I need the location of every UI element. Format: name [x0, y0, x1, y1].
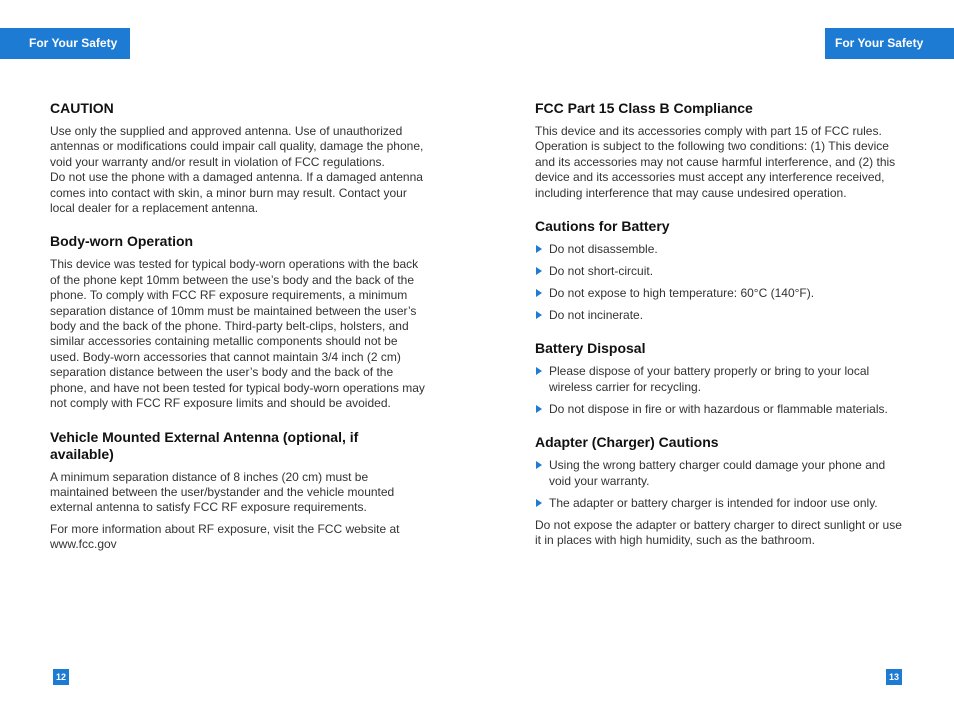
list-item-text: Using the wrong battery charger could damage your phone and void your warranty. — [549, 458, 886, 488]
list-item-text: Do not incinerate. — [549, 308, 644, 323]
caution-paragraph-2: Do not use the phone with a damaged antenna. If a damaged antenna comes into contact with skin, a minor burn may result. Contact your local dealer for a replacement antenna. — [50, 170, 423, 216]
bullet-arrow-icon — [536, 461, 542, 469]
section-tab-left: For Your Safety — [0, 28, 130, 59]
list-item-text: The adapter or battery charger is intended for indoor use only. — [549, 495, 878, 510]
list-item — [535, 458, 910, 489]
list-item — [535, 308, 910, 323]
list-item-text: Do not disassemble. — [549, 242, 658, 257]
vehicle-antenna-heading: Vehicle Mounted External Antenna (optional, if available) — [50, 428, 359, 462]
body-worn-heading: Body-worn Operation — [50, 233, 194, 250]
list-item — [535, 364, 910, 395]
list-item-text: Please dispose of your battery properly or bring to your local wireless carrier for recycling. — [549, 364, 870, 394]
rf-exposure-info-paragraph: For more information about RF exposure, visit the FCC website at www.fcc.gov — [50, 521, 400, 552]
adapter-cautions-heading: Adapter (Charger) Cautions — [535, 434, 719, 451]
vehicle-antenna-paragraph: A minimum separation distance of 8 inches (20 cm) must be maintained between the user/bystander and the vehicle mounted external antenna to satisfy FCC RF exposure requirements. — [50, 469, 395, 515]
bullet-arrow-icon — [536, 499, 542, 507]
battery-disposal-heading: Battery Disposal — [535, 340, 646, 357]
section-tab-right: For Your Safety — [825, 28, 954, 59]
caution-heading: CAUTION — [50, 100, 114, 116]
fcc-heading: FCC Part 15 Class B Compliance — [535, 100, 753, 116]
left-page-column — [50, 100, 425, 553]
caution-paragraph-1: Use only the supplied and approved antenna. Use of unauthorized antennas or modifications could impair call quality, damage the phone, void your warranty and/or result in violation of FCC regulations. — [50, 124, 424, 169]
adapter-cautions-list — [535, 458, 910, 511]
bullet-arrow-icon — [536, 289, 542, 297]
bullet-arrow-icon — [536, 245, 542, 253]
bullet-arrow-icon — [536, 405, 542, 413]
list-item — [535, 496, 910, 511]
bullet-arrow-icon — [536, 311, 542, 319]
list-item — [535, 264, 910, 279]
battery-cautions-heading: Cautions for Battery — [535, 218, 670, 235]
list-item-text: Do not expose to high temperature: 60°C (140°F). — [549, 286, 815, 301]
list-item — [535, 242, 910, 257]
battery-disposal-list — [535, 364, 910, 417]
right-page-column — [535, 100, 910, 548]
page-number-right: 13 — [886, 669, 902, 685]
page-number-left: 12 — [53, 669, 69, 685]
body-worn-paragraph: This device was tested for typical body-worn operations with the back of the phone kept 10mm between the use’s body and the back of the phone. To comply with FCC RF exposure requirements, a minimum separation distance of 10mm must be maintained between the user’s body and the back of the phone. Third-party belt-clips, holsters, and similar accessories containing metallic components should not be used. Body-worn accessories that cannot maintain 3/4 inch (2 cm) separation distance between the user’s body and the back of the phone, and have not been tested for typical body-worn operations may not comply with FCC RF exposure limits and should be avoided. — [50, 257, 425, 411]
list-item-text: Do not dispose in fire or with hazardous or flammable materials. — [549, 401, 888, 416]
list-item — [535, 286, 910, 301]
list-item — [535, 402, 910, 417]
bullet-arrow-icon — [536, 367, 542, 375]
battery-cautions-list — [535, 242, 910, 323]
adapter-paragraph: Do not expose the adapter or battery charger to direct sunlight or use it in places with high humidity, such as the bathroom. — [535, 517, 902, 548]
list-item-text: Do not short-circuit. — [549, 264, 654, 279]
fcc-paragraph: This device and its accessories comply with part 15 of FCC rules. Operation is subject to the following two conditions: (1) This device and its accessories may not cause harmful interference, and (2) this device and its accessories must accept any interference received, including interference that may cause undesired operation. — [535, 124, 896, 200]
bullet-arrow-icon — [536, 267, 542, 275]
